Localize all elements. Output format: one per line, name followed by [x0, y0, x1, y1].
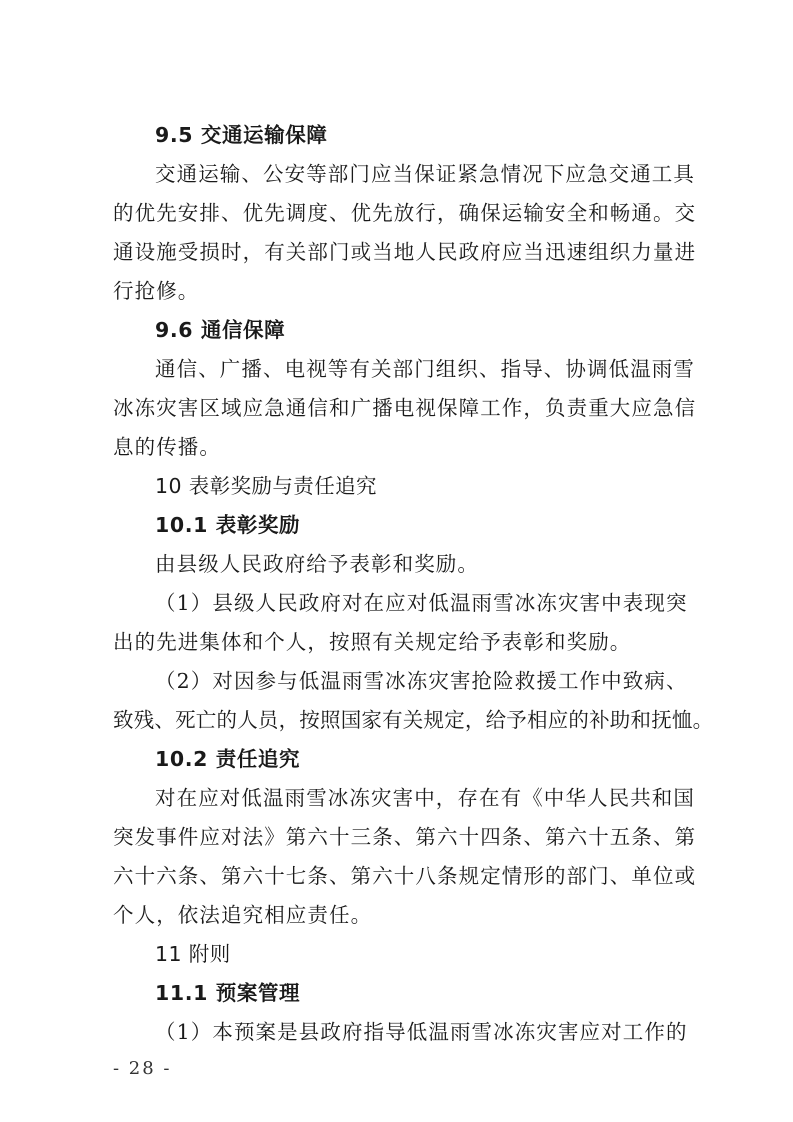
section-heading-10-2: 10.2 责任追究 — [155, 747, 301, 771]
page-number: - 28 - — [113, 1058, 172, 1079]
section-heading-10-1: 10.1 表彰奖励 — [155, 513, 301, 537]
chapter-heading-10: 10 表彰奖励与责任追究 — [155, 474, 377, 498]
paragraph-line: 息的传播。 — [113, 435, 221, 459]
paragraph-line: 致残、死亡的人员，按照国家有关规定，给予相应的补助和抚恤。 — [113, 708, 714, 732]
section-heading-9-5: 9.5 交通运输保障 — [155, 123, 328, 147]
paragraph-line: 冰冻灾害区域应急通信和广播电视保障工作，负责重大应急信 — [113, 396, 697, 420]
paragraph-line: 对在应对低温雨雪冰冻灾害中，存在有《中华人民共和国 — [155, 786, 695, 810]
paragraph-line: （1）县级人民政府对在应对低温雨雪冰冻灾害中表现突 — [155, 591, 688, 615]
paragraph-line: 出的先进集体和个人，按照有关规定给予表彰和奖励。 — [113, 630, 632, 654]
paragraph-line: （1）本预案是县政府指导低温雨雪冰冻灾害应对工作的 — [155, 1020, 688, 1044]
paragraph-line: 行抢修。 — [113, 279, 200, 303]
paragraph-line: 通信、广播、电视等有关部门组织、指导、协调低温雨雪 — [155, 357, 695, 381]
paragraph-line: 突发事件应对法》第六十三条、第六十四条、第六十五条、第 — [113, 825, 697, 849]
paragraph-line: 个人，依法追究相应责任。 — [113, 903, 373, 927]
paragraph-line: 交通运输、公安等部门应当保证紧急情况下应急交通工具 — [155, 162, 695, 186]
paragraph-line: 的优先安排、优先调度、优先放行，确保运输安全和畅通。交 — [113, 201, 697, 225]
section-heading-9-6: 9.6 通信保障 — [155, 318, 286, 342]
section-heading-11-1: 11.1 预案管理 — [155, 981, 301, 1005]
paragraph-line: 通设施受损时，有关部门或当地人民政府应当迅速组织力量进 — [113, 240, 697, 264]
paragraph-line: 由县级人民政府给予表彰和奖励。 — [155, 552, 479, 576]
paragraph-line: 六十六条、第六十七条、第六十八条规定情形的部门、单位或 — [113, 864, 697, 888]
paragraph-line: （2）对因参与低温雨雪冰冻灾害抢险救援工作中致病、 — [155, 669, 688, 693]
chapter-heading-11: 11 附则 — [155, 942, 231, 966]
